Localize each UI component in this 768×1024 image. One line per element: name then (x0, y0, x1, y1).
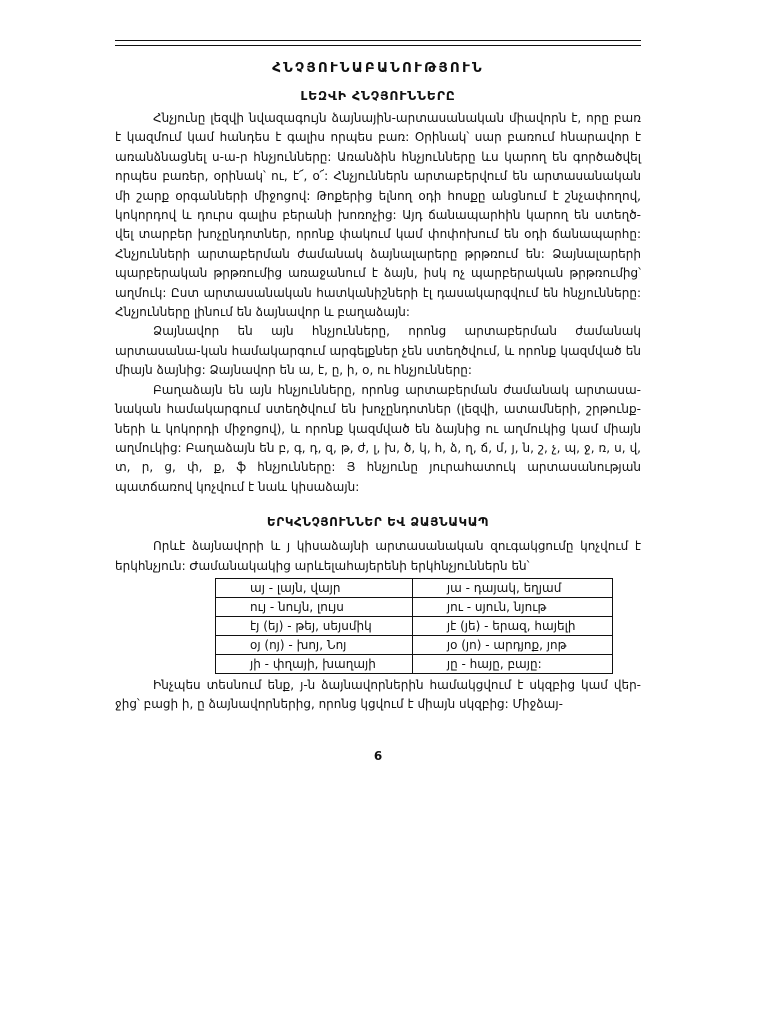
page-number: 6 (373, 749, 383, 763)
table-cell: ույ - նույն, լույս (216, 597, 413, 616)
table-row (216, 597, 613, 616)
table-row (216, 635, 613, 654)
paragraph-diphthongs-intro: Որևէ ձայնավորի և յ կիսաձայնի արտասանական զուգակցումը կոչվում է երկհնչյուն: Ժամանակակից արևելահայերենի երկհնչյուններն են՝ (115, 539, 641, 573)
table-cell: օյ (ոյ) - խոյ, Նոյ (216, 635, 413, 654)
document-page (115, 56, 641, 715)
table-row (216, 578, 613, 597)
table-cell: էյ (եյ) - թեյ, սեյսմիկ (216, 616, 413, 635)
diphthongs-title: ԵՐԿՀՆՉՅՈՒՆՆԵՐ ԵՎ ՁԱՅՆԱԿԱՊ (266, 515, 490, 530)
table-cell: յը - հայը, բայը: (412, 654, 612, 673)
paragraph-vowels: Ձայնավոր են այն հնչյունները, որոնց արտաբերման ժամանակ արտասանա-կան համակարգում արգելքներ չեն ստեղծվում, և որոնք կազմված են միայն ձայնից: Ձայնավոր են ա, է, ը, ի, օ, ու հնչյունները: (115, 324, 641, 378)
diphthong-table (215, 578, 613, 674)
section-title: ԼԵԶՎԻ ՀՆՉՅՈՒՆՆԵՐԸ (300, 88, 456, 103)
paragraph-phonemes: Հնչյունը լեզվի նվազագույն ձայնային-արտասանական միավորն է, որը բառ է կազմում կամ հանդես է գալիս որպես բառ: Օրինակ՝ սար բառում հնարավոր է առանձնացնել ս-ա-ր հնչյունները: Առանձին հնչյունները ևս կարող են գործածվել որպես բառեր, օրինակ՝ ու, է՜, օ՜: Հնչյուններն արտաբերվում են արտասանական մի շարք օրգանների միջոցով: Թոքերից ելնող օդի հոսքը անցնում է շնչափողով, կոկորդով և դուրս գալիս բերանի խոռոչից: Այդ ճանապարհին կարող են ստեղծ-վել տարբեր խոչընդոտներ, որոնք փակում կամ փոփոխում են օդի ճանապարհը: Հնչյունների արտաբերման ժամանակ ձայնալարերը թրթռում են: Ձայնալարերի պարբերական թրթռումից առաջանում է ձայն, իսկ ոչ պարբերական թրթռումից՝ աղմուկ: Ըստ արտասանական հատկանիշների էլ դասակարգվում են հնչյունները: Հնչյունները լինում են ձայնավոր և բաղաձայն: (115, 111, 641, 320)
table-cell: յա - դայակ, եղյամ (412, 578, 612, 597)
table-cell: յու - սյուն, նյութ (412, 597, 612, 616)
table-cell: յօ (յո) - արդյոք, յոթ (412, 635, 612, 654)
table-cell: այ - լայն, վայր (216, 578, 413, 597)
paragraph-consonants: Բաղաձայն են այն հնչյունները, որոնց արտաբերման ժամանակ արտասա-նական համակարգում ստեղծվում են խոչընդոտներ (լեզվի, ատամների, շրթունք-ների և կոկորդի միջոցով), և որոնք կազմված են ձայնից ու աղմուկից կամ միայն աղմուկից: Բաղաձայն են բ, գ, դ, զ, թ, ժ, լ, խ, ծ, կ, հ, ձ, ղ, ճ, մ, յ, ն, շ, չ, պ, ջ, ռ, ս, վ, տ, ր, ց, փ, ք, ֆ հնչյունները: Յ հնչյունը յուրահատուկ արտասանության պատճառով կոչվում է նաև կիսաձայն: (115, 382, 641, 494)
paragraph-closing: Ինչպես տեսնում ենք, յ-ն ձայնավորներին համակցվում է սկզբից կամ վեր-ջից՝ բացի ի, ը ձայնավորներից, որոնց կցվում է միայն սկզբից: Միջձայ- (115, 677, 641, 712)
table-cell: յի - փղայի, խաղայի (216, 654, 413, 673)
table-row (216, 616, 613, 635)
table-row (216, 654, 613, 673)
table-cell: յէ (յե) - երազ, հայելի (412, 616, 612, 635)
header-rule-thin (115, 45, 641, 46)
header-rule-thick (115, 40, 641, 41)
chapter-title: ՀՆՉՅՈՒՆԱԲԱՆՈՒԹՅՈՒՆ (272, 60, 484, 76)
